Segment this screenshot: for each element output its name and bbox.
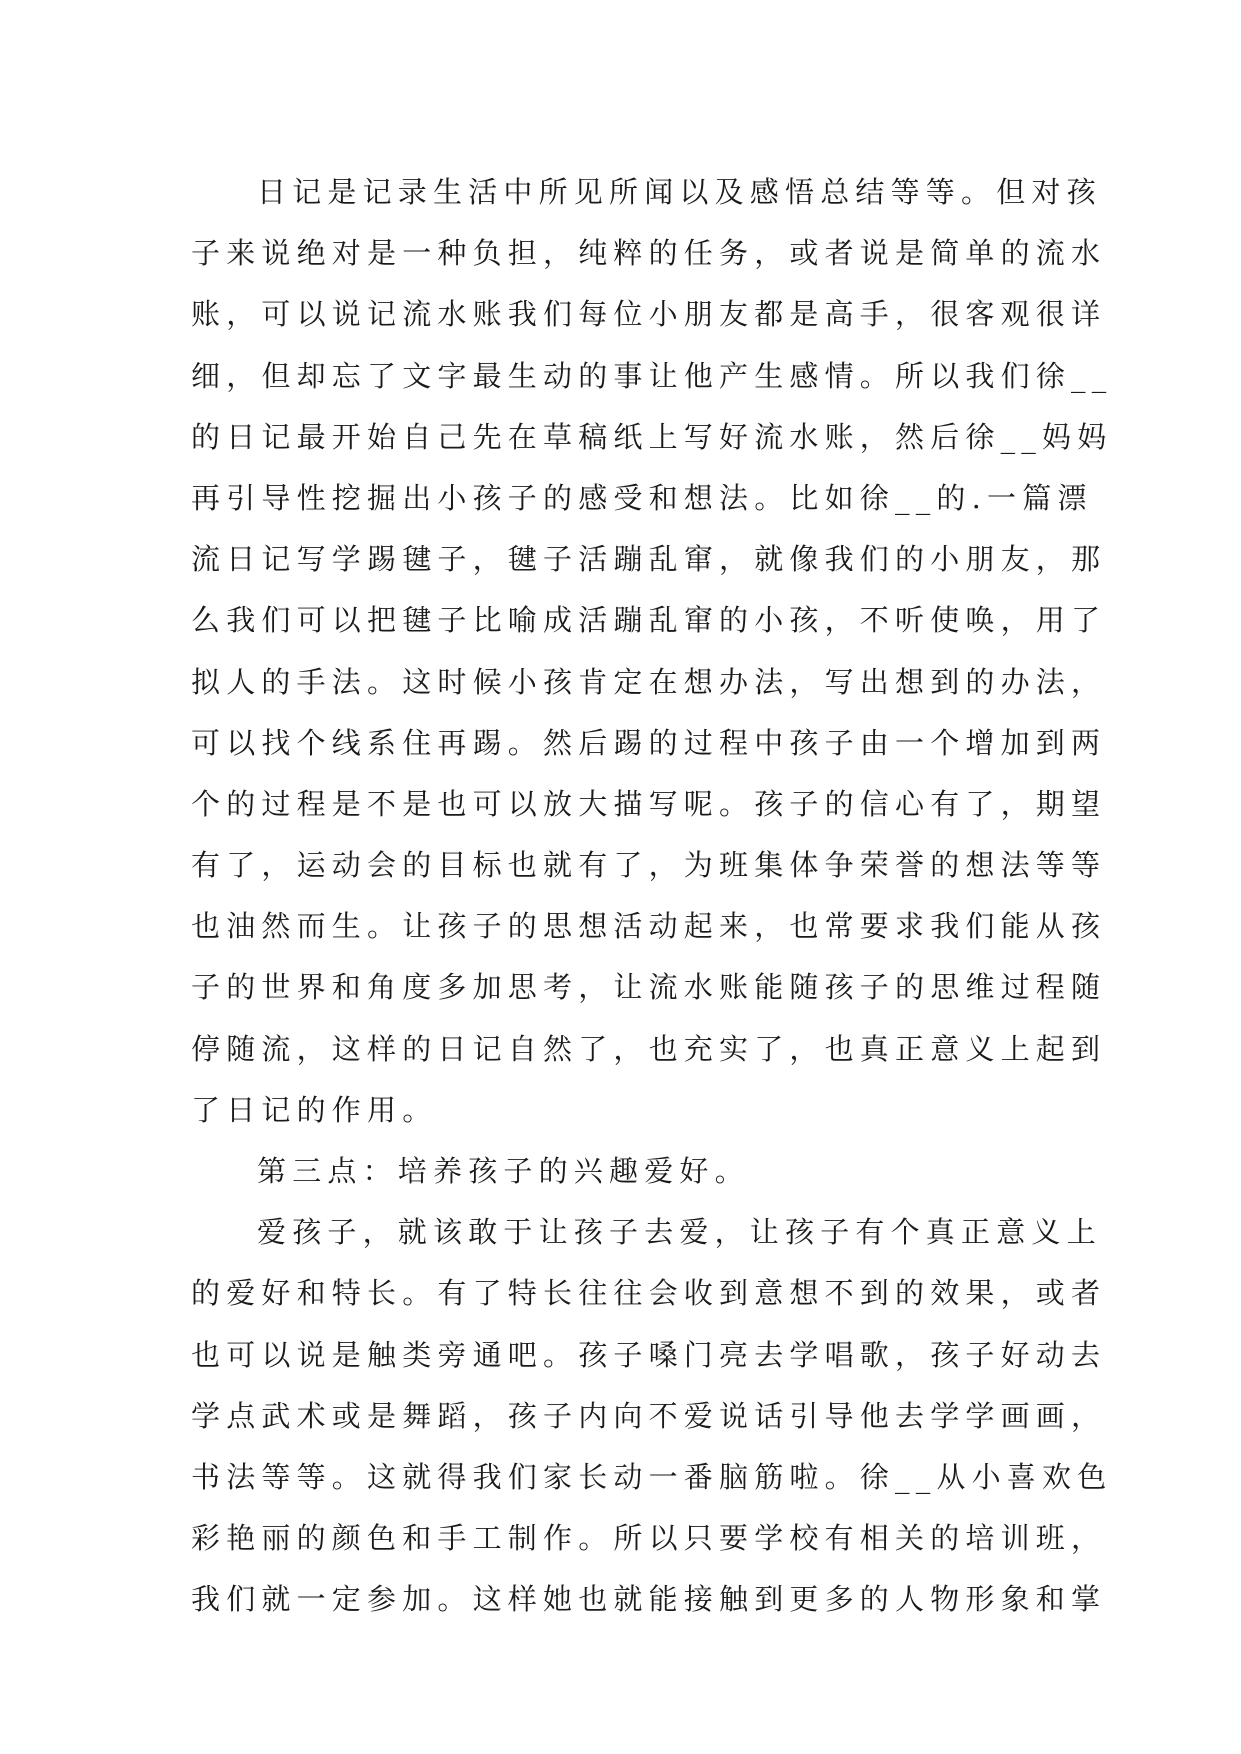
paragraph-line: 爱孩子，就该敢于让孩子去爱，让孩子有个真正意义上 (257, 1215, 1102, 1250)
body-text (191, 162, 1113, 1631)
paragraph-line: 停随流，这样的日记自然了，也充实了，也真正意义上起到 (191, 1031, 1107, 1066)
paragraph-line: 子来说绝对是一种负担，纯粹的任务，或者说是简单的流水 (191, 236, 1107, 271)
paragraph-line: 细，但却忘了文字最生动的事让他产生感情。所以我们徐__ (191, 358, 1113, 393)
paragraph-line: 也油然而生。让孩子的思想活动起来，也常要求我们能从孩 (191, 909, 1107, 944)
paragraph-line: 学点武术或是舞蹈，孩子内向不爱说话引导他去学学画画， (191, 1398, 1107, 1433)
paragraph-line: 拟人的手法。这时候小孩肯定在想办法，写出想到的办法， (191, 664, 1107, 699)
paragraph-line: 彩艳丽的颜色和手工制作。所以只要学校有相关的培训班， (191, 1521, 1107, 1556)
paragraph-line: 了日记的作用。 (191, 1092, 438, 1127)
paragraph-line: 的日记最开始自己先在草稿纸上写好流水账，然后徐__妈妈 (191, 419, 1113, 454)
paragraph-line: 么我们可以把毽子比喻成活蹦乱窜的小孩，不听使唤，用了 (191, 603, 1107, 638)
paragraph-line: 个的过程是不是也可以放大描写呢。孩子的信心有了，期望 (191, 786, 1107, 821)
paragraph-line: 再引导性挖掘出小孩子的感受和想法。比如徐__的.一篇漂 (191, 480, 1093, 515)
paragraph-line: 也可以说是触类旁通吧。孩子嗓门亮去学唱歌，孩子好动去 (191, 1337, 1107, 1372)
paragraph-line: 我们就一定参加。这样她也就能接触到更多的人物形象和掌 (191, 1582, 1107, 1617)
paragraph-line: 可以找个线系住再踢。然后踢的过程中孩子由一个增加到两 (191, 725, 1107, 760)
paragraph-line: 账，可以说记流水账我们每位小朋友都是高手，很客观很详 (191, 297, 1107, 332)
paragraph-line: 流日记写学踢毽子，毽子活蹦乱窜，就像我们的小朋友，那 (191, 542, 1107, 577)
paragraph-line: 子的世界和角度多加思考，让流水账能随孩子的思维过程随 (191, 970, 1107, 1005)
paragraph-line: 书法等等。这就得我们家长动一番脑筋啦。徐__从小喜欢色 (191, 1459, 1113, 1494)
paragraph-line: 日记是记录生活中所见所闻以及感悟总结等等。但对孩 (257, 175, 1102, 209)
paragraph-line: 的爱好和特长。有了特长往往会收到意想不到的效果，或者 (191, 1276, 1107, 1311)
paragraph-line: 有了，运动会的目标也就有了，为班集体争荣誉的想法等等 (191, 848, 1107, 883)
section-heading: 第三点：培养孩子的兴趣爱好。 (257, 1154, 750, 1188)
